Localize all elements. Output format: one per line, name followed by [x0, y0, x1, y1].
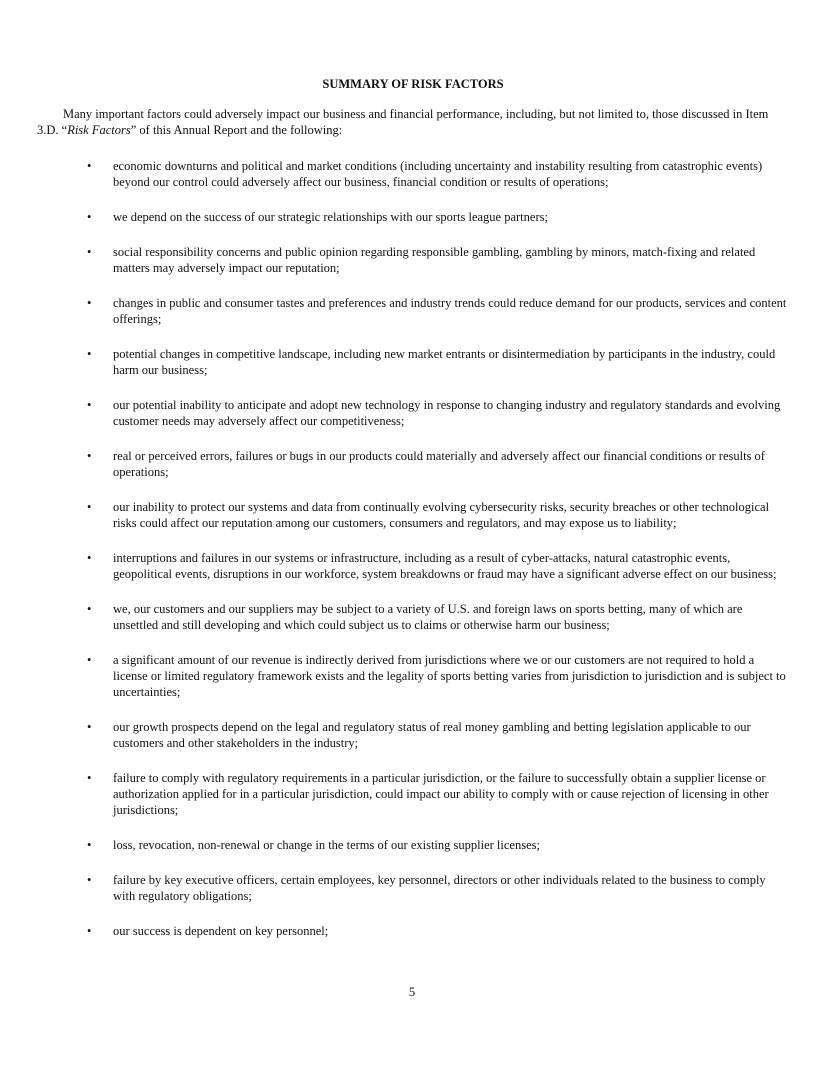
risk-factor-text: real or perceived errors, failures or bugs in our products could materially and adversely affect our financial conditions or results of operations;: [113, 449, 765, 479]
risk-factor-text: failure by key executive officers, certain employees, key personnel, directors or other individuals related to the business to comply with regulatory obligations;: [113, 873, 766, 903]
risk-factor-item: [37, 923, 789, 939]
intro-paragraph: [37, 106, 789, 138]
risk-factor-text: economic downturns and political and market conditions (including uncertainty and instability resulting from catastrophic events) beyond our control could adversely affect our business, financial condition or results of operations;: [113, 159, 763, 189]
risk-factor-item: [37, 499, 789, 531]
risk-factor-item: [37, 346, 789, 378]
bullet-icon: •: [87, 771, 92, 785]
risk-factor-item: [37, 397, 789, 429]
risk-factor-text: our success is dependent on key personnel;: [113, 924, 329, 938]
risk-factor-text: interruptions and failures in our systems or infrastructure, including as a result of cyber-attacks, natural catastrophic events, geopolitical events, disruptions in our workforce, system breakdowns or fraud may have a significant adverse effect on our business;: [113, 551, 777, 581]
risk-factor-text: failure to comply with regulatory requirements in a particular jurisdiction, or the failure to successfully obtain a supplier license or authorization applied for in a particular jurisdiction, could impact our ability to comply with or cause rejection of licensing in other jurisdictions;: [113, 771, 769, 817]
bullet-icon: •: [87, 653, 92, 667]
risk-factor-text: our inability to protect our systems and data from continually evolving cybersecurity risks, security breaches or other technological risks could affect our reputation among our customers, consumers and regulators, and may expose us to liability;: [113, 500, 770, 530]
risk-factor-item: [37, 295, 789, 327]
page-number: 5: [408, 985, 416, 999]
risk-factor-item: [37, 770, 789, 818]
risk-factor-list: [37, 158, 789, 939]
bullet-icon: •: [87, 296, 92, 310]
intro-italic-reference: Risk Factors: [67, 123, 131, 137]
risk-factor-text: we depend on the success of our strategic relationships with our sports league partners;: [113, 210, 548, 224]
document-page: [37, 76, 789, 958]
bullet-icon: •: [87, 720, 92, 734]
bullet-icon: •: [87, 602, 92, 616]
bullet-icon: •: [87, 873, 92, 887]
bullet-icon: •: [87, 924, 92, 938]
bullet-icon: •: [87, 245, 92, 259]
risk-factor-item: [37, 550, 789, 582]
risk-factor-text: we, our customers and our suppliers may be subject to a variety of U.S. and foreign laws on sports betting, many of which are unsettled and still developing and which could subject us to claims or otherwise harm our business;: [113, 602, 743, 632]
risk-factor-text: social responsibility concerns and public opinion regarding responsible gambling, gambling by minors, match-fixing and related matters may adversely impact our reputation;: [113, 245, 756, 275]
bullet-icon: •: [87, 500, 92, 514]
bullet-icon: •: [87, 551, 92, 565]
risk-factor-item: [37, 448, 789, 480]
bullet-icon: •: [87, 159, 92, 173]
page-title: SUMMARY OF RISK FACTORS: [322, 77, 504, 91]
risk-factor-item: [37, 601, 789, 633]
risk-factor-text: loss, revocation, non-renewal or change in the terms of our existing supplier licenses;: [113, 838, 540, 852]
bullet-icon: •: [87, 838, 92, 852]
risk-factor-text: a significant amount of our revenue is indirectly derived from jurisdictions where we or our customers are not required to hold a license or limited regulatory framework exists and the legality of sports betting varies from jurisdiction to jurisdiction and is subject to uncertainties;: [113, 653, 786, 699]
risk-factor-item: [37, 872, 789, 904]
bullet-icon: •: [87, 398, 92, 412]
risk-factor-item: [37, 209, 789, 225]
bullet-icon: •: [87, 449, 92, 463]
risk-factor-text: potential changes in competitive landscape, including new market entrants or disintermediation by participants in the industry, could harm our business;: [113, 347, 776, 377]
risk-factor-item: [37, 244, 789, 276]
bullet-icon: •: [87, 210, 92, 224]
intro-text-start: Many important factors could adversely impact our business and financial performance, including, but not limited to, those discussed in Item 3.D. “: [37, 107, 769, 137]
risk-factor-item: [37, 719, 789, 751]
risk-factor-text: changes in public and consumer tastes and preferences and industry trends could reduce demand for our products, services and content offerings;: [113, 296, 787, 326]
risk-factor-item: [37, 837, 789, 853]
risk-factor-item: [37, 652, 789, 700]
bullet-icon: •: [87, 347, 92, 361]
risk-factor-text: our growth prospects depend on the legal and regulatory status of real money gambling and betting legislation applicable to our customers and other stakeholders in the industry;: [113, 720, 751, 750]
risk-factor-item: [37, 158, 789, 190]
intro-text-end: ” of this Annual Report and the following:: [130, 123, 343, 137]
risk-factor-text: our potential inability to anticipate and adopt new technology in response to changing industry and regulatory standards and evolving customer needs may adversely affect our competitiveness;: [113, 398, 781, 428]
